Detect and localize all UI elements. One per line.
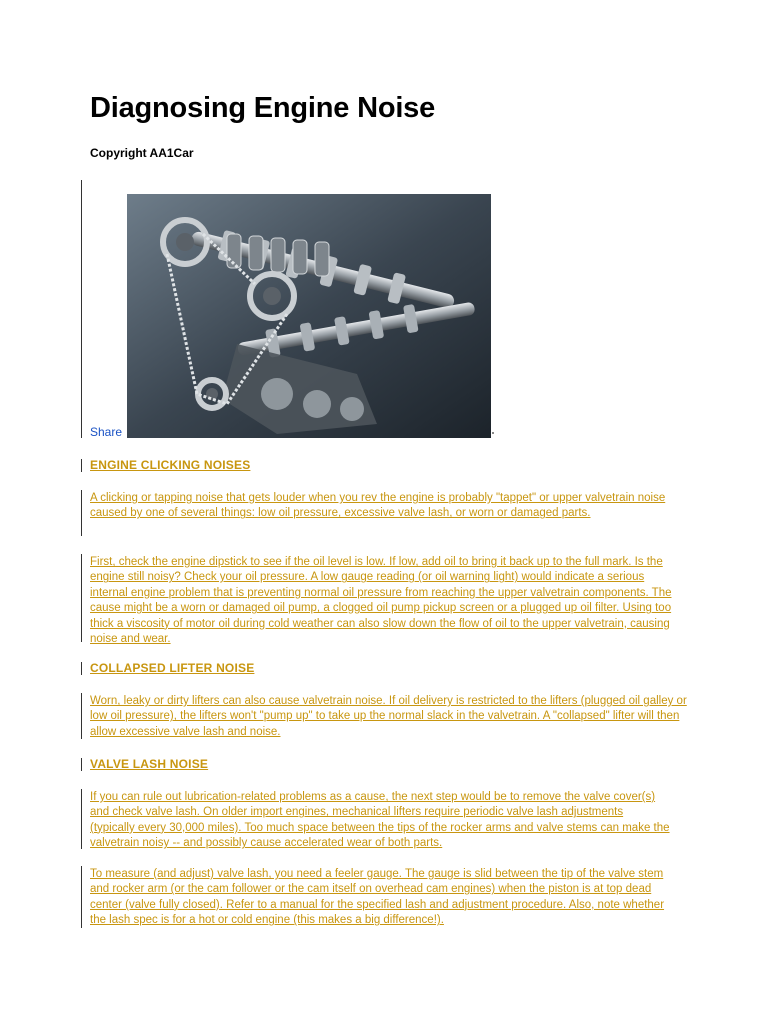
paragraph[interactable]: First, check the engine dipstick to see if the oil level is low. If low, add oil to bring it back up to the full mark. Is the engine still noisy? Check your oil pressure. A low gauge reading (or oil warning light) would indicate a serious internal engine problem that is preventing normal oil pressure from reaching the upper valvetrain components. The cause might be a worn or damaged oil pump, a clogged oil pump pickup screen or a plugged up oil filter. Using too thick a viscosity of motor oil during cold weather can also slow down the flow of oil to the upper valvetrain, causing noise and wear. [90,556,672,646]
paragraph[interactable]: Worn, leaky or dirty lifters can also cause valvetrain noise. If oil delivery is restricted to the lifters (plugged oil galley or low oil pressure), the lifters won't "pump up" to take up the normal slack in the valvetrain. A "collapsed" lifter will then allow excessive valve lash and noise. [90,695,687,738]
paragraph-rule [81,789,82,849]
image-dot [492,432,494,434]
section-marker [81,662,82,675]
copyright-text: Copyright AA1Car [90,146,194,160]
section-heading-engine-clicking[interactable]: ENGINE CLICKING NOISES [90,458,251,472]
section-heading-valve-lash[interactable]: VALVE LASH NOISE [90,757,209,771]
paragraph-rule [81,693,82,739]
engine-image [127,194,491,438]
section-marker [81,459,82,472]
left-rule [81,180,82,438]
paragraph[interactable]: A clicking or tapping noise that gets louder when you rev the engine is probably "tappet" or upper valvetrain noise caused by one of several things: low oil pressure, excessive valve lash, or worn or damaged parts. [90,492,666,520]
page-title: Diagnosing Engine Noise [90,92,436,124]
paragraph[interactable]: If you can rule out lubrication-related problems as a cause, the next step would be to remove the valve cover(s) and check valve lash. On older import engines, mechanical lifters require periodic valve lash adjustments (typically every 30,000 miles). Too much space between the tips of the rocker arms and valve stems can make the valvetrain noisy -- and possibly cause accelerated wear of both parts. [90,791,670,850]
section-marker [81,758,82,771]
paragraph-rule [81,554,82,642]
share-link[interactable]: Share [90,425,123,439]
paragraph[interactable]: To measure (and adjust) valve lash, you need a feeler gauge. The gauge is slid between the tip of the valve stem and rocker arm (or the cam follower or the cam itself on overhead cam engines) when the piston is at top dead center (valve fully closed). Refer to a manual for the specified lash and adjustment procedure. Also, note whether the lash spec is for a hot or cold engine (this makes a big difference!). [90,868,665,927]
paragraph-rule [81,490,82,536]
paragraph-rule [81,866,82,928]
section-heading-collapsed-lifter[interactable]: COLLAPSED LIFTER NOISE [90,661,255,675]
